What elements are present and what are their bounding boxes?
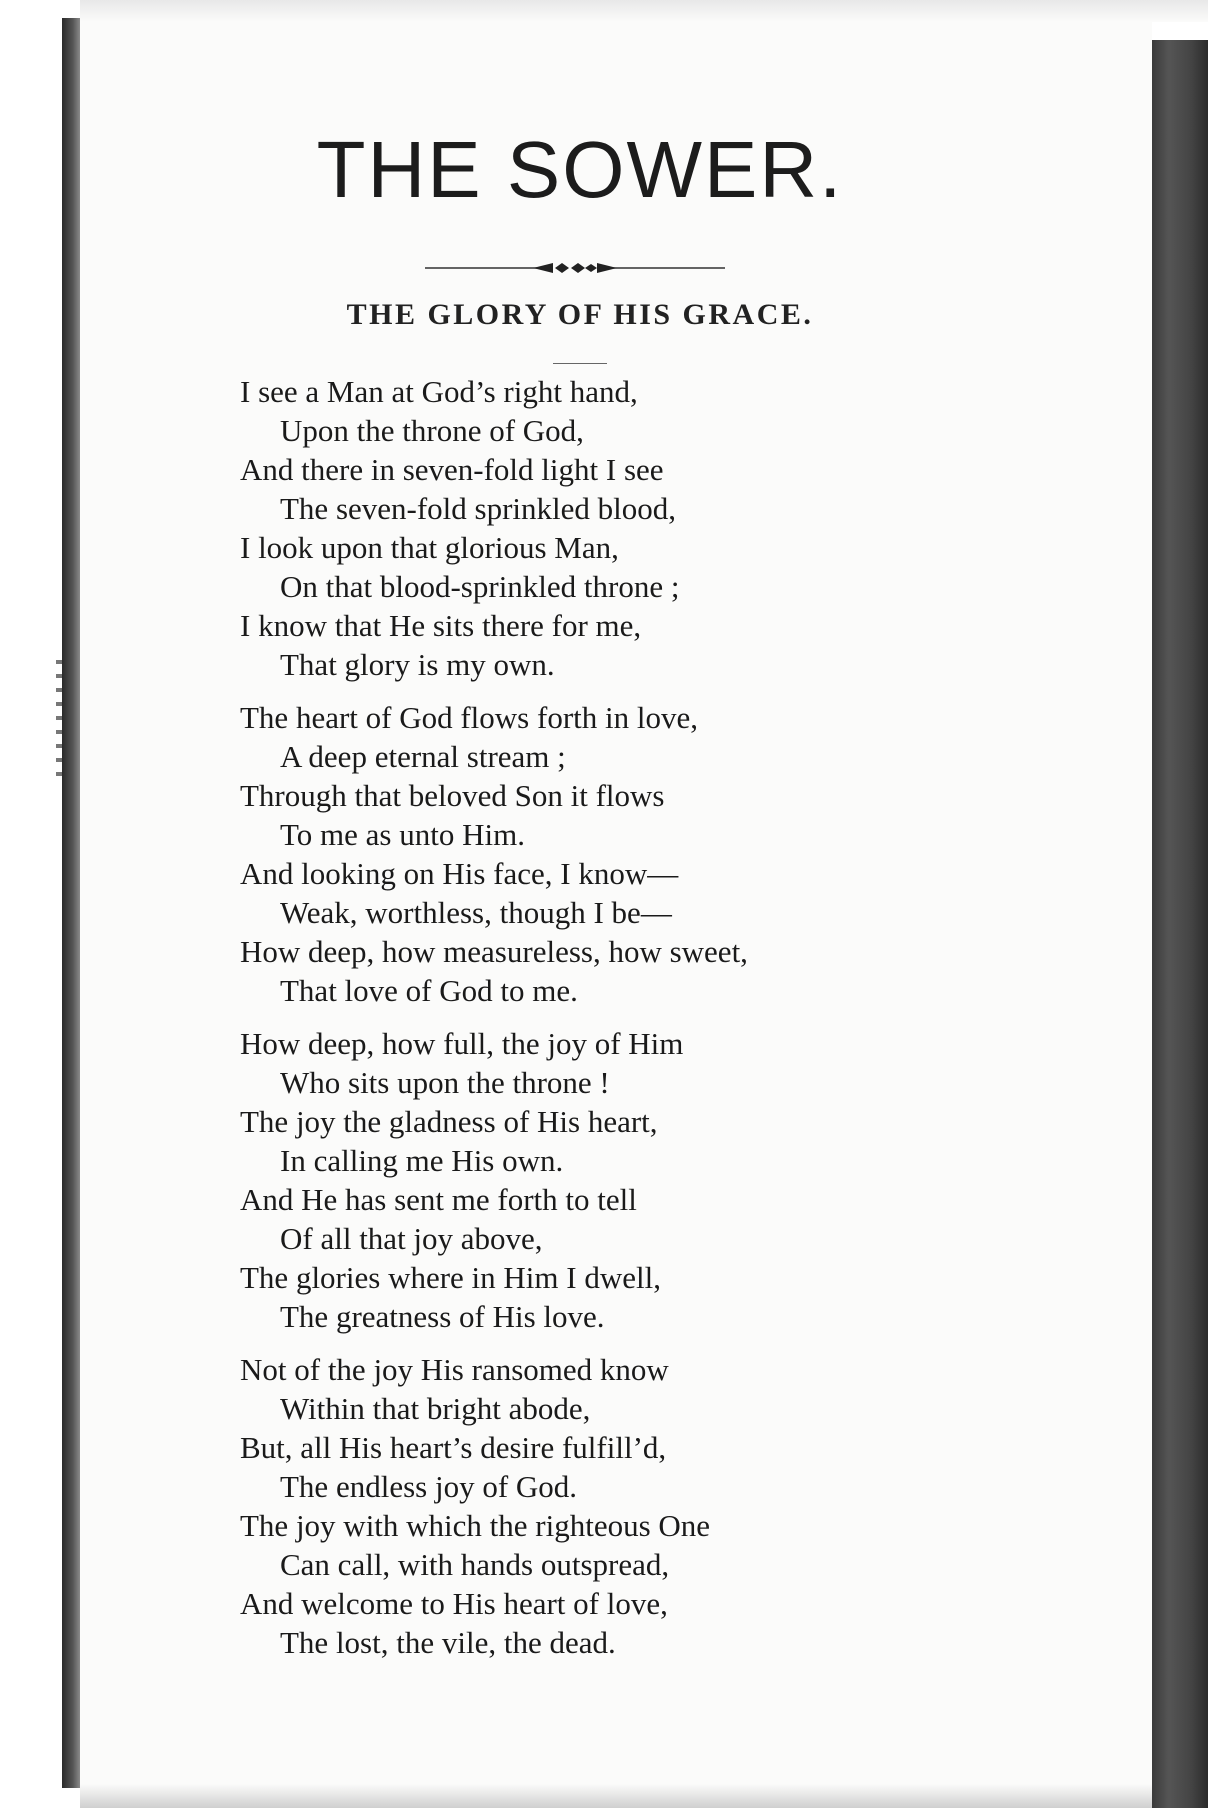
poem-line: Of all that joy above, <box>280 1221 543 1256</box>
poem-line: Weak, worthless, though I be— <box>280 895 672 930</box>
poem-line: Can call, with hands outspread, <box>280 1547 670 1582</box>
poem-body <box>240 372 940 1676</box>
book-spine <box>62 18 80 1788</box>
poem-line: The lost, the vile, the dead. <box>280 1625 616 1660</box>
poem-line: That love of God to me. <box>280 973 578 1008</box>
poem-line: And there in seven-fold light I see <box>240 452 664 487</box>
poem-line: And He has sent me forth to tell <box>240 1182 637 1217</box>
poem-line: I know that He sits there for me, <box>240 608 642 643</box>
poem-line: Not of the joy His ransomed know <box>240 1352 669 1387</box>
poem-line: The endless joy of God. <box>280 1469 578 1504</box>
poem-line: How deep, how measureless, how sweet, <box>240 934 748 969</box>
poem-line: Upon the throne of God, <box>280 413 584 448</box>
poem-line: And looking on His face, I know— <box>240 856 679 891</box>
poem-line: How deep, how full, the joy of Him <box>240 1026 684 1061</box>
poem-stanza <box>240 1024 940 1336</box>
page-title: THE SOWER. <box>316 125 844 214</box>
poem-line: Who sits upon the throne ! <box>280 1065 610 1100</box>
poem-stanza <box>240 698 940 1010</box>
poem-line: Through that beloved Son it flows <box>240 778 665 813</box>
poem-line: I see a Man at God’s right hand, <box>240 374 638 409</box>
title-rule <box>553 363 607 364</box>
poem-title: THE GLORY OF HIS GRACE. <box>346 298 814 331</box>
poem-stanza <box>240 372 940 684</box>
bottom-shadow <box>80 1784 1152 1808</box>
poem-line: That glory is my own. <box>280 647 555 682</box>
poem-line: But, all His heart’s desire fulfill’d, <box>240 1430 667 1465</box>
poem-line: A deep eternal stream ; <box>280 739 566 774</box>
poem-line: In calling me His own. <box>280 1143 564 1178</box>
poem-line: And welcome to His heart of love, <box>240 1586 668 1621</box>
poem-line: On that blood-sprinkled throne ; <box>280 569 680 604</box>
poem-line: Within that bright abode, <box>280 1391 591 1426</box>
ornament-divider <box>425 258 725 278</box>
page-edge <box>1152 40 1208 1808</box>
poem-line: To me as unto Him. <box>280 817 525 852</box>
left-margin <box>0 0 62 1808</box>
poem-line: The joy with which the righteous One <box>240 1508 711 1543</box>
poem-line: The greatness of His love. <box>280 1299 605 1334</box>
poem-line: The seven-fold sprinkled blood, <box>280 491 677 526</box>
poem-line: The heart of God flows forth in love, <box>240 700 698 735</box>
poem-stanza <box>240 1350 940 1662</box>
poem-line: I look upon that glorious Man, <box>240 530 619 565</box>
top-shadow <box>80 0 1208 22</box>
poem-line: The joy the gladness of His heart, <box>240 1104 658 1139</box>
poem-line: The glories where in Him I dwell, <box>240 1260 661 1295</box>
